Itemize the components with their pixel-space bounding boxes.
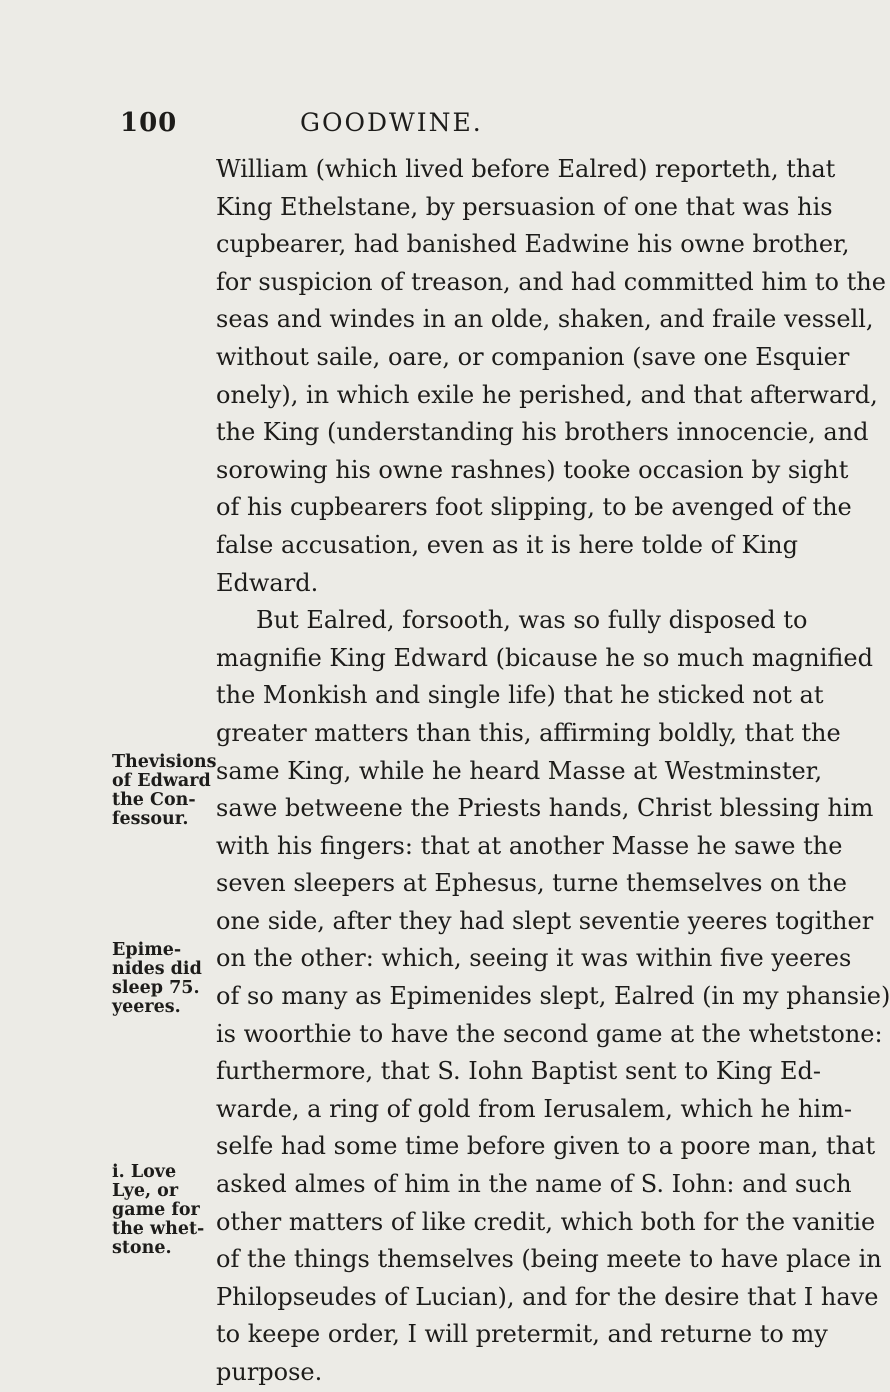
text-line: selfe had some time before given to a poore man, that <box>216 1132 876 1161</box>
text-line: William (which lived before Ealred) reporteth, that <box>216 155 836 183</box>
text-line: seas and windes in an olde, shaken, and fraile vessell, <box>216 305 874 334</box>
text-line: without saile, oare, or companion (save one Esquier <box>216 342 850 371</box>
text-line: other matters of like credit, which both for the vanitie <box>216 1207 876 1236</box>
note-line: i. Love <box>112 1162 177 1182</box>
page-header <box>0 108 800 148</box>
text-line: the Monkish and single life) that he sticked not at <box>216 681 824 710</box>
note-line: Thevisions <box>112 752 217 772</box>
text-line: the King (understanding his brothers innocencie, and <box>216 418 869 447</box>
note-line: fessour. <box>112 809 189 829</box>
text-line: sorowing his owne rashnes) tooke occasion by sight <box>216 455 849 484</box>
note-line: Epime- <box>112 940 182 960</box>
text-line: false accusation, even as it is here tolde of King <box>216 530 798 559</box>
text-line: of so many as Epimenides slept, Ealred (in my phansie) <box>216 982 890 1011</box>
text-line: with his fingers: that at another Masse he sawe the <box>216 831 843 860</box>
text-line: sawe betweene the Priests hands, Christ blessing him <box>216 794 874 823</box>
text-line: to keepe order, I will pretermit, and returne to my <box>216 1320 828 1349</box>
text-line: But Ealred, forsooth, was so fully disposed to <box>256 606 808 635</box>
text-line: onely), in which exile he perished, and that afterward, <box>216 380 878 409</box>
text-line: purpose. <box>216 1358 323 1386</box>
margin-note-love-lye <box>112 1163 216 1258</box>
text-line: is woorthie to have the second game at the whetstone: <box>216 1019 883 1048</box>
text-line: Philopseudes of Lucian), and for the desire that I have <box>216 1282 879 1311</box>
text-line: Edward. <box>216 568 319 597</box>
note-line: the whet- <box>112 1219 205 1239</box>
running-head: GOODWINE. <box>300 108 483 137</box>
text-line: seven sleepers at Ephesus, turne themselves on the <box>216 869 847 898</box>
text-line: same King, while he heard Masse at Westminster, <box>216 756 823 785</box>
note-line: nides did <box>112 959 202 979</box>
text-line: on the other: which, seeing it was within five yeeres <box>216 944 852 973</box>
note-line: stone. <box>112 1238 172 1258</box>
note-line: sleep 75. <box>112 978 200 998</box>
text-line: one side, after they had slept seventie yeeres togither <box>216 906 874 935</box>
text-line: magnifie King Edward (bicause he so much magnified <box>216 643 873 672</box>
text-line: of the things themselves (being meete to have place in <box>216 1245 882 1274</box>
text-line: for suspicion of treason, and had committed him to the <box>216 267 886 296</box>
note-line: yeeres. <box>112 997 181 1017</box>
text-line: greater matters than this, affirming boldly, that the <box>216 718 841 747</box>
text-line: of his cupbearers foot slipping, to be avenged of the <box>216 493 852 522</box>
page-number: 100 <box>120 108 178 138</box>
body-text <box>216 151 890 1392</box>
margin-note-epimenides <box>112 941 216 1017</box>
margin-note-visions <box>112 753 216 829</box>
text-line: furthermore, that S. Iohn Baptist sent to King Ed- <box>216 1057 821 1086</box>
text-line: warde, a ring of gold from Ierusalem, which he him- <box>216 1094 852 1123</box>
text-line: King Ethelstane, by persuasion of one that was his <box>216 192 833 221</box>
note-line: game for <box>112 1200 200 1220</box>
text-line: cupbearer, had banished Eadwine his owne brother, <box>216 230 850 259</box>
note-line: of Edward <box>112 771 211 791</box>
note-line: Lye, or <box>112 1181 179 1201</box>
note-line: the Con- <box>112 790 196 810</box>
text-line: asked almes of him in the name of S. Iohn: and such <box>216 1170 852 1199</box>
